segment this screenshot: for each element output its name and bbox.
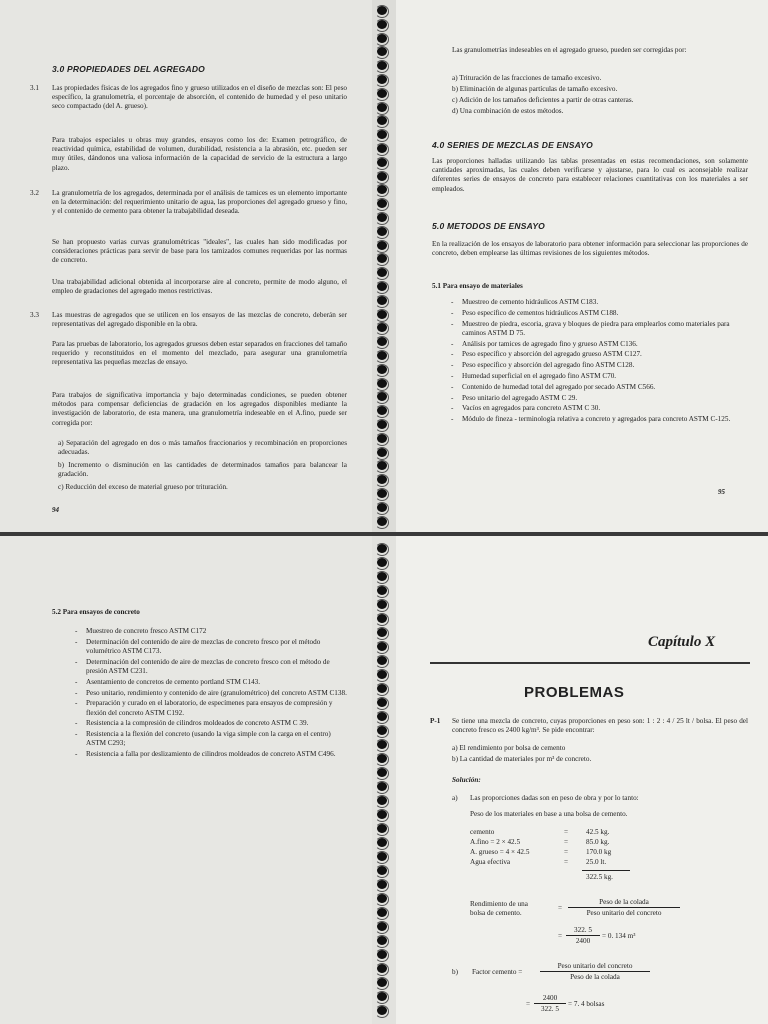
concrete-test-list	[74, 627, 350, 761]
binding-coil	[375, 212, 389, 225]
binding-coil	[375, 171, 389, 184]
binding-coil	[375, 893, 389, 906]
yield-equals-2: =	[558, 932, 563, 940]
binding-coil	[375, 129, 389, 142]
spiral-binding-top	[372, 0, 396, 532]
solution-a-text-2: Peso de los materiales en base a una bolsa de cemento.	[470, 810, 628, 818]
page-97	[396, 536, 768, 1024]
binding-coil	[375, 391, 389, 404]
binding-coil	[375, 669, 389, 682]
list-item-c: c) Reducción del exceso de material grueso por trituración.	[58, 483, 228, 491]
cement-factor-numerator: Peso unitario del concreto	[540, 962, 650, 972]
binding-coil	[375, 19, 389, 32]
binding-coil	[375, 309, 389, 322]
yield-equals: =	[558, 904, 563, 912]
question-b: b) La cantidad de materiales por m³ de concreto.	[452, 755, 592, 763]
row-equals: =	[564, 858, 569, 866]
binding-coil	[375, 198, 389, 211]
binding-coil	[375, 5, 389, 18]
list-item: - Resistencia a la compresión de cilindros moldeados de concreto ASTM C 39.	[74, 719, 350, 728]
binding-coil	[375, 823, 389, 836]
binding-coil	[375, 447, 389, 460]
binding-coil	[375, 281, 389, 294]
binding-coil	[375, 336, 389, 349]
binding-coil	[375, 851, 389, 864]
binding-coil	[375, 613, 389, 626]
binding-coil	[375, 907, 389, 920]
list-item-b: b) Incremento o disminución en las cantidades de determinados tamaños para balancear la gradación.	[58, 461, 347, 479]
list-item-b: b) Eliminación de algunas partículas de tamaño excesivo.	[452, 85, 618, 93]
binding-coil	[375, 433, 389, 446]
solution-heading: Solución:	[452, 776, 481, 784]
binding-coil	[375, 226, 389, 239]
binding-coil	[375, 935, 389, 948]
paragraph-3-3: Las muestras de agregados que se utilicen en los ensayos de las mezclas de concreto, deberán ser representativas del agregado disponible en la obra.	[52, 311, 347, 329]
binding-coil	[375, 115, 389, 128]
binding-coil	[375, 516, 389, 529]
paragraph-4-0: Las proporciones halladas utilizando las tablas presentadas en estas recomendaciones, son solamente cantidades aproximadas, las cuales deben verificarse y ajustarse, para lo cual es aconsejable realizar diferentes series de ensayos de concreto para establecer relaciones cuantitativas con los materiales a ser empleados.	[432, 157, 748, 193]
binding-coil	[375, 378, 389, 391]
list-item: - Contenido de humedad total del agregado por secado ASTM C566.	[450, 383, 748, 392]
binding-coil	[375, 977, 389, 990]
subsection-5-2: 5.2 Para ensayos de concreto	[52, 608, 140, 616]
yield-result: = 0. 134 m³	[602, 932, 636, 940]
row-label: A.fino = 2 × 42.5	[470, 838, 521, 846]
binding-coil	[375, 711, 389, 724]
binding-coil	[375, 627, 389, 640]
row-equals: =	[564, 828, 569, 836]
paragraph-3-1: Las propiedades físicas de los agregados fino y grueso utilizados en el diseño de mezclas son: El peso específico, la granulometría, el porcentaje de absorción, el contenido de humedad y el peso unitario seco compactado (del A. grueso).	[52, 84, 347, 111]
materials-test-list	[450, 298, 748, 426]
binding-coil	[375, 921, 389, 934]
paragraph-3-3-b: Para las pruebas de laboratorio, los agregados gruesos deben estar separados en fracciones del tamaño requerido y reconstituidos en el momento del mezclado, para asegurar una granulometría representativa las pequeñas mezclas de ensayo.	[52, 340, 347, 367]
list-item: - Determinación del contenido de aire de mezclas de concreto fresco por el método volumétrico ASTM C173.	[74, 638, 350, 656]
list-item: - Peso específico y absorción del agregado grueso ASTM C127.	[450, 350, 748, 359]
page-95	[396, 0, 768, 532]
binding-coil	[375, 474, 389, 487]
binding-coil	[375, 419, 389, 432]
list-item: - Determinación del contenido de aire de mezclas de concreto fresco con el método de presión ASTM C231.	[74, 658, 350, 676]
page-96	[0, 536, 372, 1024]
page-number: 94	[52, 506, 59, 514]
binding-coil	[375, 184, 389, 197]
binding-coil	[375, 837, 389, 850]
binding-coil	[375, 157, 389, 170]
binding-coil	[375, 725, 389, 738]
paragraph-5-0: En la realización de los ensayos de laboratorio para obtener información para seleccionar las proporciones de concreto, deben emplearse las últimas revisiones de los siguientes métodos.	[432, 240, 748, 258]
chapter-title: Capítulo X	[648, 634, 716, 650]
list-item: - Peso unitario, rendimiento y contenido de aire (granulométrico) del concreto ASTM C138.	[74, 689, 350, 698]
section-number-3-3: 3.3	[30, 311, 39, 319]
binding-coil	[375, 267, 389, 280]
binding-coil	[375, 585, 389, 598]
binding-coil	[375, 60, 389, 73]
binding-coil	[375, 949, 389, 962]
binding-coil	[375, 641, 389, 654]
cement-factor-equals: =	[526, 1000, 531, 1008]
binding-coil	[375, 599, 389, 612]
paragraph-3-3-c: Para trabajos de significativa importancia y bajo determinadas condiciones, se pueden obtener métodos para compensar deficiencias de gradación en los agregados disponibles mediante la investigación de laboratorio, de esta manera, una granulometría indeseable en el A.fino, puede ser corregida por:	[52, 391, 347, 427]
chapter-rule	[430, 662, 750, 664]
binding-coil	[375, 655, 389, 668]
problem-label: P-1	[430, 717, 441, 725]
binding-coil	[375, 781, 389, 794]
cement-factor-calc-numerator: 2400	[534, 994, 566, 1004]
binding-coil	[375, 557, 389, 570]
yield-formula	[568, 898, 680, 917]
section-number-3-1: 3.1	[30, 84, 39, 92]
binding-coil	[375, 865, 389, 878]
row-label: Agua efectiva	[470, 858, 511, 866]
row-total: 322.5 kg.	[586, 873, 613, 881]
cement-factor-formula	[540, 962, 650, 981]
binding-coil	[375, 753, 389, 766]
list-item-d: d) Una combinación de estos métodos.	[452, 107, 564, 115]
binding-coil	[375, 88, 389, 101]
binding-coil	[375, 502, 389, 515]
binding-coil	[375, 460, 389, 473]
binding-coil	[375, 295, 389, 308]
list-item: - Humedad superficial en el agregado fino ASTM C70.	[450, 372, 748, 381]
binding-coil	[375, 364, 389, 377]
binding-coil	[375, 488, 389, 501]
binding-coil	[375, 1005, 389, 1018]
row-value: 42.5 kg.	[586, 828, 610, 836]
yield-calc-numerator: 322. 5	[566, 926, 600, 936]
yield-calc	[566, 926, 600, 945]
cement-factor-denominator: Peso de la colada	[570, 973, 620, 981]
binding-coil	[375, 683, 389, 696]
list-item-a: a) Separación del agregado en dos o más tamaños fraccionarios y recombinación en proporciones adecuadas.	[58, 439, 347, 457]
binding-coil	[375, 350, 389, 363]
binding-coil	[375, 322, 389, 335]
list-item: - Vacíos en agregados para concreto ASTM C 30.	[450, 404, 748, 413]
section-heading-5-0: 5.0 METODOS DE ENSAYO	[432, 221, 545, 231]
list-item: - Muestreo de cemento hidráulicos ASTM C183.	[450, 298, 748, 307]
binding-coil	[375, 74, 389, 87]
list-item-c: c) Adición de los tamaños deficientes a partir de otras canteras.	[452, 96, 634, 104]
list-item: - Muestreo de concreto fresco ASTM C172	[74, 627, 350, 636]
binding-coil	[375, 543, 389, 556]
cement-factor-calc	[534, 994, 566, 1013]
row-equals: =	[564, 838, 569, 846]
intro-paragraph: Las granulometrías indeseables en el agregado grueso, pueden ser corregidas por:	[452, 46, 687, 54]
row-label: cemento	[470, 828, 495, 836]
list-item: - Análisis por tamices de agregado fino y grueso ASTM C136.	[450, 340, 748, 349]
list-item: - Resistencia a la flexión del concreto (usando la viga simple con la carga en el centro) ASTM C293;	[74, 730, 350, 748]
row-value: 170.0 kg	[586, 848, 612, 856]
list-item-a: a) Trituración de las fracciones de tamaño excesivo.	[452, 74, 602, 82]
subsection-5-1: 5.1 Para ensayo de materiales	[432, 282, 523, 290]
list-item: - Peso específico de cementos hidráulicos ASTM C188.	[450, 309, 748, 318]
binding-coil	[375, 46, 389, 59]
problem-statement: Se tiene una mezcla de concreto, cuyas proporciones en peso son: 1 : 2 : 4 / 25 lt / bolsa. El peso del concreto fresco es 2400 kg/m³. Se pide encontrar:	[452, 717, 748, 735]
page-title: PROBLEMAS	[524, 684, 625, 701]
row-label: A. grueso = 4 × 42.5	[470, 848, 530, 856]
solution-a-label: a)	[452, 794, 458, 802]
cement-factor-result: = 7. 4 bolsas	[568, 1000, 605, 1008]
yield-label-2: bolsa de cemento.	[470, 909, 522, 917]
paragraph-3-1-b: Para trabajos especiales u obras muy grandes, ensayos como los de: Examen petrográfico, de reactividad química, estabilidad de volumen, durabilidad, resistencia a la abrasión, etc. pueden ser muy útiles, dándonos una valiosa información de la capacidad de servicio de la estructura a largo plazo.	[52, 136, 347, 172]
list-item: - Preparación y curado en el laboratorio, de especímenes para ensayos de compresión y flexión del concreto ASTM C192.	[74, 699, 350, 717]
binding-coil	[375, 143, 389, 156]
yield-denominator: Peso unitario del concreto	[586, 909, 662, 917]
yield-label: Rendimiento de una	[470, 900, 528, 908]
binding-coil	[375, 795, 389, 808]
binding-coil	[375, 253, 389, 266]
binding-coil	[375, 809, 389, 822]
paragraph-3-2: La granulometría de los agregados, determinada por el análisis de tamices es un elemento importante en la determinación: del requerimiento unitario de agua, las proporciones del agregado grueso y fino, y el contenido de cemento para obtener la trabajabilidad deseada.	[52, 189, 347, 216]
binding-coil	[375, 571, 389, 584]
cement-factor-calc-denominator: 322. 5	[541, 1005, 559, 1013]
list-item: - Resistencia a falla por deslizamiento de cilindros moldeados de concreto ASTM C496.	[74, 750, 350, 759]
cement-factor-label: Factor cemento =	[472, 968, 523, 976]
page-94	[0, 0, 372, 532]
binding-coil	[375, 739, 389, 752]
binding-coil	[375, 879, 389, 892]
list-item: - Peso unitario del agregado ASTM C 29.	[450, 394, 748, 403]
yield-calc-denominator: 2400	[575, 937, 591, 945]
yield-numerator: Peso de la colada	[568, 898, 680, 908]
spiral-binding-bottom	[372, 536, 396, 1024]
paragraph-3-2-b: Se han propuesto varias curvas granulométricas "ideales", las cuales han sido modificadas por consideraciones prácticas para servir de base para los tamizados comunes requeridas por las normas de concreto.	[52, 238, 347, 265]
section-heading-3-0: 3.0 PROPIEDADES DEL AGREGADO	[52, 64, 205, 74]
row-value: 85.0 kg.	[586, 838, 610, 846]
solution-b-label: b)	[452, 968, 458, 976]
binding-coil	[375, 33, 389, 46]
row-value: 25.0 lt.	[586, 858, 607, 866]
binding-coil	[375, 767, 389, 780]
list-item: - Muestreo de piedra, escoria, grava y bloques de piedra para emplearlos como materiales para caminos ASTM D 75.	[450, 320, 748, 338]
list-item: - Módulo de fineza - terminología relativa a concreto y agregados para concreto ASTM C-125.	[450, 415, 748, 424]
paragraph-3-2-c: Una trabajabilidad adicional obtenida al incorporarse aire al concreto, permite de modo alguno, el empleo de gradaciones del agregado menos restrictivas.	[52, 278, 347, 296]
binding-coil	[375, 405, 389, 418]
section-heading-4-0: 4.0 SERIES DE MEZCLAS DE ENSAYO	[432, 140, 593, 150]
list-item: - Peso específico y absorción del agregado fino ASTM C128.	[450, 361, 748, 370]
binding-coil	[375, 102, 389, 115]
binding-coil	[375, 991, 389, 1004]
page-number: 95	[718, 488, 725, 496]
section-number-3-2: 3.2	[30, 189, 39, 197]
row-equals: =	[564, 848, 569, 856]
binding-coil	[375, 697, 389, 710]
sum-line	[582, 870, 630, 871]
list-item: - Asentamiento de concretos de cemento portland STM C143.	[74, 678, 350, 687]
solution-a-text: Las proporciones dadas son en peso de obra y por lo tanto:	[470, 794, 639, 802]
question-a: a) El rendimiento por bolsa de cemento	[452, 744, 566, 752]
binding-coil	[375, 240, 389, 253]
binding-coil	[375, 963, 389, 976]
